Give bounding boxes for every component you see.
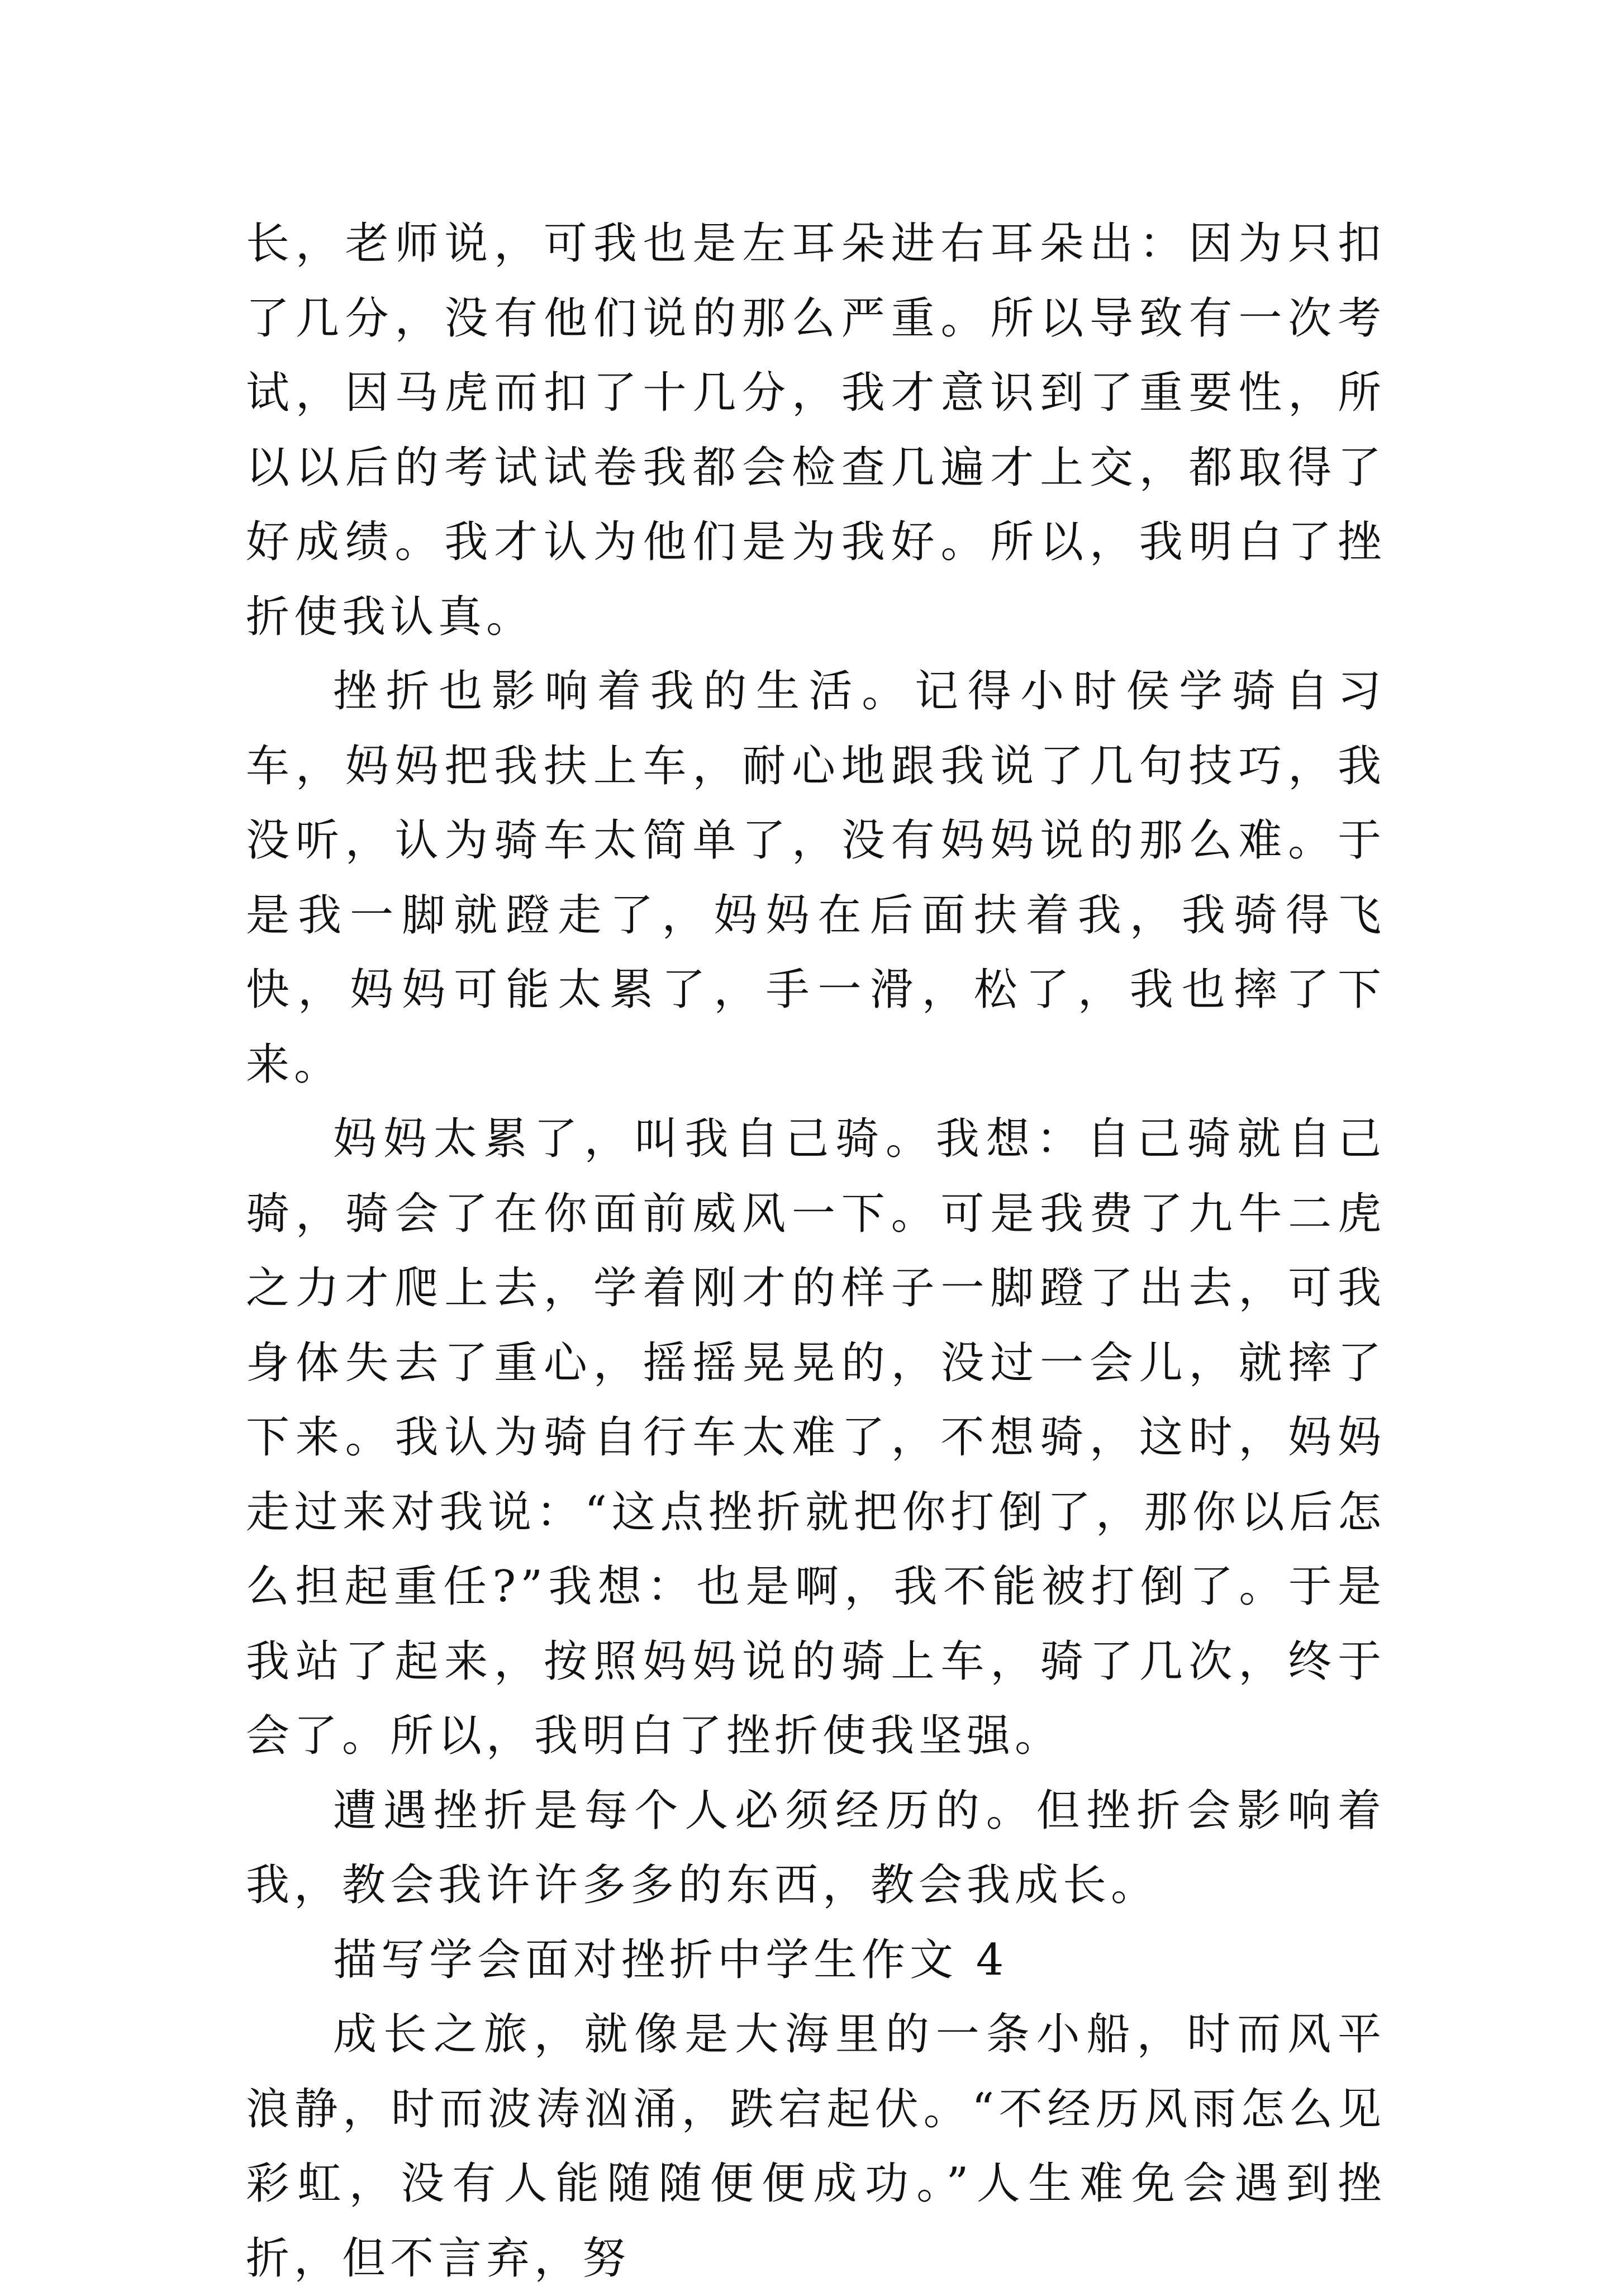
paragraph-1: 长，老师说，可我也是左耳朵进右耳朵出：因为只扣了几分，没有他们说的那么严重。所以导致有一次考试，因马虎而扣了十几分，我才意识到了重要性，所以以后的考试试卷我都会检查几遍才上交，都取得了好成绩。我才认为他们是为我好。所以，我明白了挫折使我认真。	[246, 219, 1386, 642]
paragraph-5: 成长之旅，就像是大海里的一条小船，时而风平浪静，时而波涛汹涌，跌宕起伏。“不经历风雨怎么见彩虹，没有人能随随便便成功。”人生难免会遇到挫折，但不言弃，努	[246, 2009, 1386, 2284]
document-body	[246, 207, 1386, 2296]
paragraph-2: 挫折也影响着我的生活。记得小时侯学骑自习车，妈妈把我扶上车，耐心地跟我说了几句技巧，我没听，认为骑车太简单了，没有妈妈说的那么难。于是我一脚就蹬走了，妈妈在后面扶着我，我骑得飞快，妈妈可能太累了，手一滑，松了，我也摔了下来。	[246, 666, 1386, 1090]
essay-heading: 描写学会面对挫折中学生作文 4	[333, 1934, 1009, 1985]
paragraph-4: 遭遇挫折是每个人必须经历的。但挫折会影响着我，教会我许许多多的东西，教会我成长。	[246, 1785, 1386, 1910]
paragraph-3: 妈妈太累了，叫我自己骑。我想：自己骑就自己骑，骑会了在你面前威风一下。可是我费了九牛二虎之力才爬上去，学着刚才的样子一脚蹬了出去，可我身体失去了重心，摇摇晃晃的，没过一会儿，就摔了下来。我认为骑自行车太难了，不想骑，这时，妈妈走过来对我说：“这点挫折就把你打倒了，那你以后怎么担起重任?”我想：也是啊，我不能被打倒了。于是我站了起来，按照妈妈说的骑上车，骑了几次，终于会了。所以，我明白了挫折使我坚强。	[246, 1114, 1386, 1761]
